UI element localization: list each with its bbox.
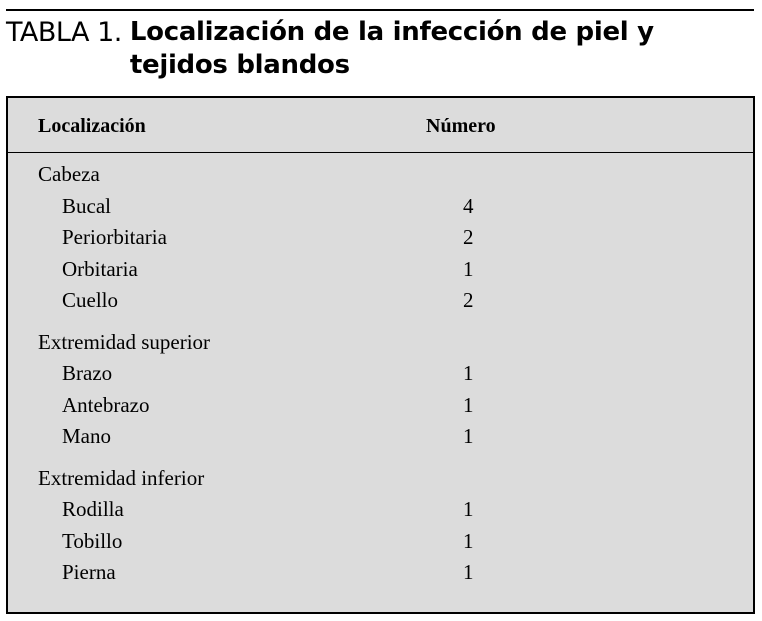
column-header-number: Número <box>426 115 496 137</box>
row-number: 2 <box>463 288 474 312</box>
row-number: 1 <box>463 497 474 521</box>
table-row <box>8 286 753 318</box>
row-number: 1 <box>463 528 474 553</box>
table-body <box>8 160 753 590</box>
table-caption <box>6 16 756 82</box>
table-row <box>8 223 753 255</box>
table-row <box>8 422 753 454</box>
row-location: Antebrazo <box>62 392 150 417</box>
group-label: Extremidad inferior <box>38 465 205 490</box>
top-rule <box>6 9 754 11</box>
table-label: TABLA 1. <box>6 17 122 48</box>
table-title: Localización de la infección de piel y tejidos blandos <box>129 17 654 80</box>
row-number: 2 <box>463 225 474 249</box>
row-number: 1 <box>463 256 474 281</box>
row-number: 1 <box>463 424 474 448</box>
row-location: Pierna <box>62 560 116 584</box>
group-label: Extremidad superior <box>38 329 211 354</box>
table-row <box>8 391 753 423</box>
table-header-row <box>8 98 753 153</box>
row-location: Periorbitaria <box>62 225 167 249</box>
table-row <box>8 359 753 391</box>
row-location: Cuello <box>62 288 118 312</box>
row-location: Bucal <box>62 193 111 218</box>
group-row-extremidad-superior <box>8 328 753 360</box>
group-row-extremidad-inferior <box>8 464 753 496</box>
row-number: 1 <box>463 560 474 584</box>
row-location: Rodilla <box>62 497 124 521</box>
data-table <box>6 96 755 614</box>
group-spacer <box>8 454 753 464</box>
column-header-location: Localización <box>38 115 146 137</box>
row-number: 1 <box>463 392 474 417</box>
table-row <box>8 192 753 224</box>
group-spacer <box>8 318 753 328</box>
table-row <box>8 495 753 527</box>
table-row <box>8 255 753 287</box>
table-row <box>8 527 753 559</box>
row-location: Brazo <box>62 361 113 385</box>
group-row-cabeza <box>8 160 753 192</box>
table-row <box>8 558 753 590</box>
row-number: 1 <box>463 361 474 385</box>
row-location: Tobillo <box>62 528 123 553</box>
row-location: Orbitaria <box>62 256 138 281</box>
row-number: 4 <box>463 193 474 218</box>
row-location: Mano <box>62 424 111 448</box>
group-label: Cabeza <box>38 162 100 186</box>
